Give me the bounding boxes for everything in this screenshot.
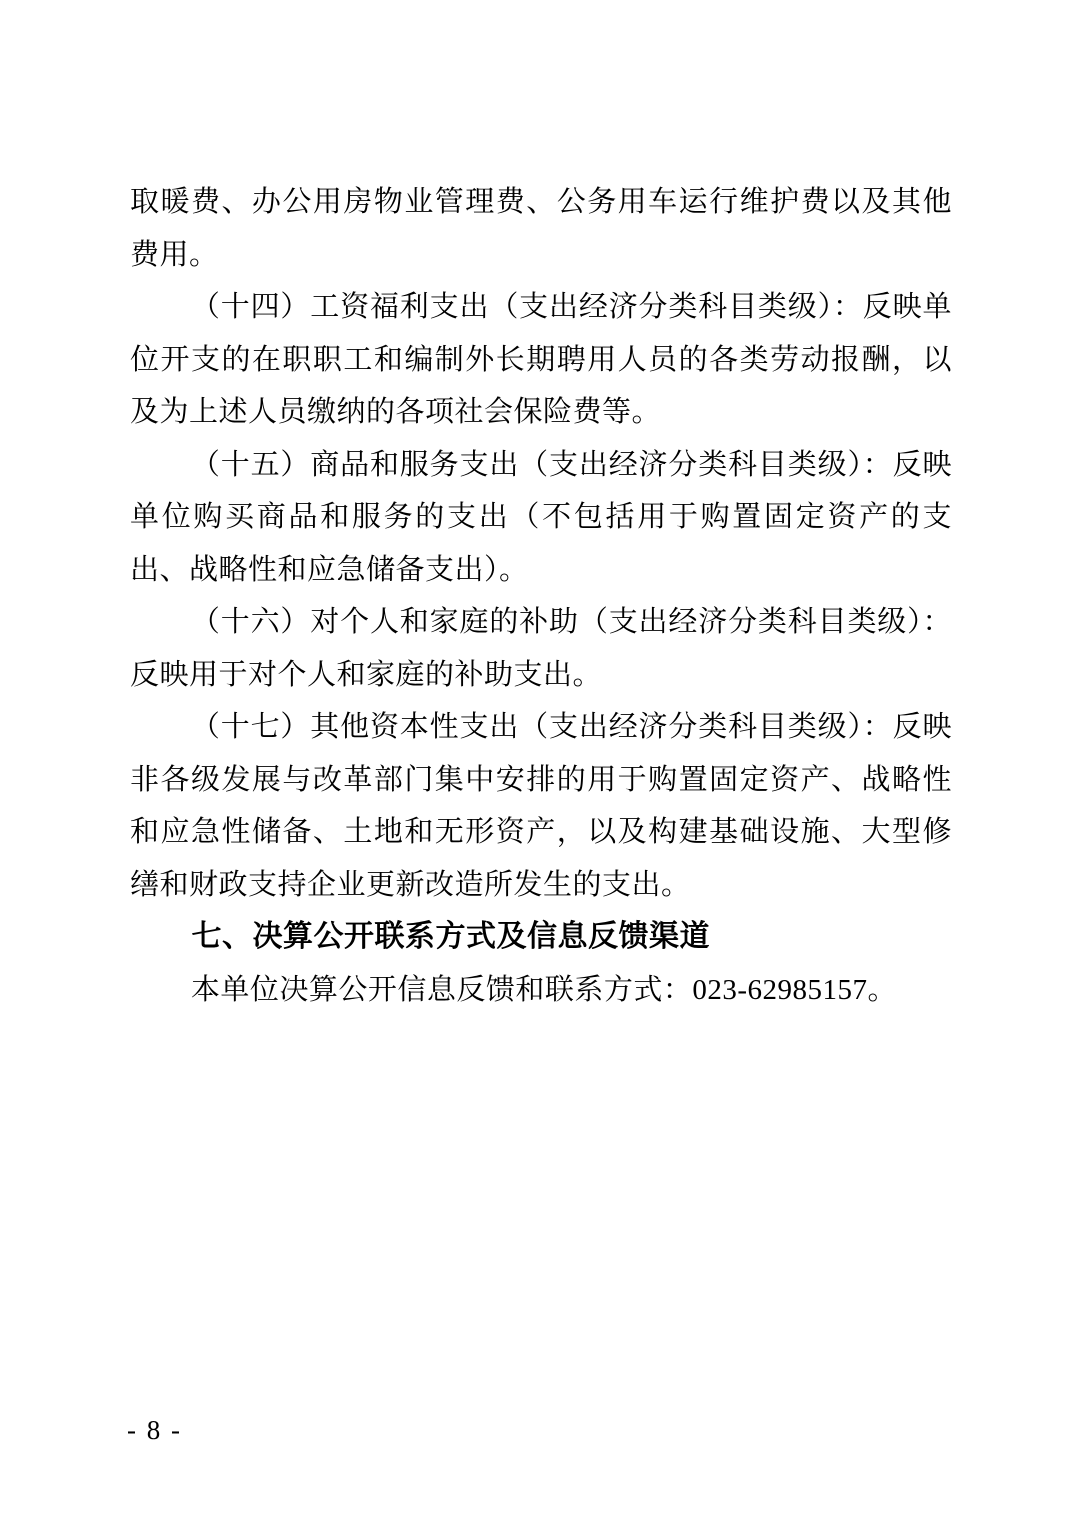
- paragraph-item-16-individual-family-subsidy: （十六）对个人和家庭的补助（支出经济分类科目类级）：反映用于对个人和家庭的补助支出。: [130, 606, 952, 691]
- document-body: [130, 176, 952, 1016]
- paragraph-item-17-other-capital-expenditure: （十七）其他资本性支出（支出经济分类科目类级）：反映非各级发展与改革部门集中安排的用于购置固定资产、战略性和应急性储备、土地和无形资产，以及构建基础设施、大型修缮和财政支持企业更新改造所发生的支出。: [130, 711, 952, 901]
- paragraph-item-14-wage-welfare-expenditure: （十四）工资福利支出（支出经济分类科目类级）：反映单位开支的在职职工和编制外长期聘用人员的各类劳动报酬，以及为上述人员缴纳的各项社会保险费等。: [130, 291, 952, 428]
- paragraph-continuation: 取暖费、办公用房物业管理费、公务用车运行维护费以及其他费用。: [130, 186, 952, 271]
- paragraph-item-15-goods-services-expenditure: （十五）商品和服务支出（支出经济分类科目类级）：反映单位购买商品和服务的支出（不包括用于购置固定资产的支出、战略性和应急储备支出）。: [130, 448, 952, 586]
- paragraph-contact-info: 本单位决算公开信息反馈和联系方式：023-62985157。: [190, 973, 898, 1006]
- section-heading-contact-feedback: 七、决算公开联系方式及信息反馈渠道: [191, 920, 710, 953]
- page-number: - 8 -: [127, 1415, 182, 1445]
